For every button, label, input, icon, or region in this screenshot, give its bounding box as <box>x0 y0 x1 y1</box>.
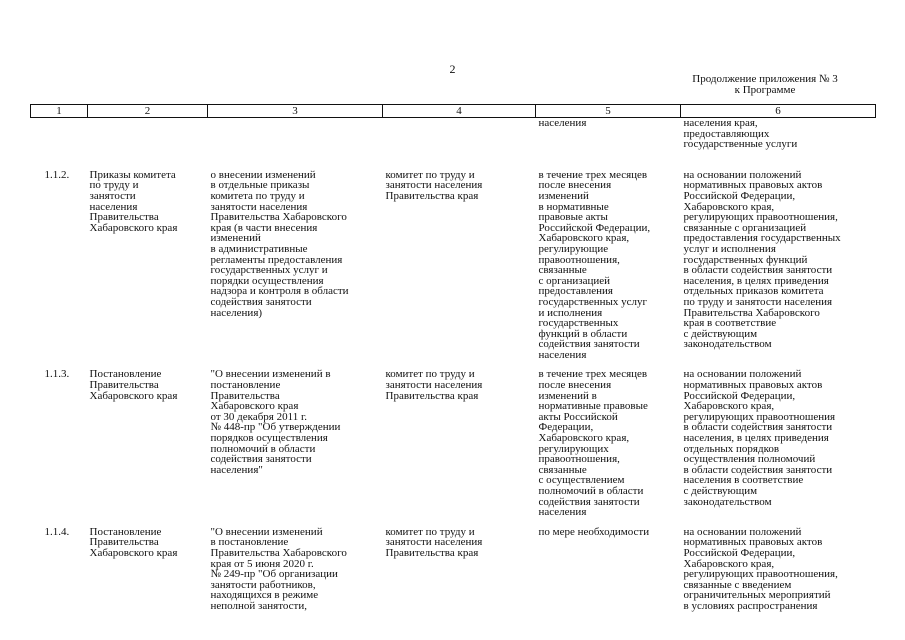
header-col-2: 2 <box>88 105 208 118</box>
page-number: 2 <box>449 62 456 76</box>
cell-num <box>31 118 88 150</box>
cell-deadline: по мере необходимости <box>538 525 650 538</box>
cell-deadline: в течение трех месяцев после внесения изменений в нормативные правовые акты Российской Федерации, Хабаровского края, регулирующие правоотношения, связанные с организацией предоставления государственных услуг и исполнения государственных функций в области содействия занятости населения <box>538 168 651 361</box>
header-col-3: 3 <box>208 105 383 118</box>
cell-rationale: на основании положений нормативных правовых актов Российской Федерации, Хабаровского края, регулирующих правоотношения в области содействия занятости населения, в целях приведения отдельных порядков осуществления полномочий в области содействия занятости населения в соответствие с действующим законодательством <box>683 368 836 508</box>
header-col-6: 6 <box>681 105 876 118</box>
cell-title <box>208 118 383 150</box>
cell-rationale: на основании положений нормативных правовых актов Российской Федерации, Хабаровского края, регулирующих правоотношения, связанные с введением ограничительных мероприятий в условиях распространения <box>683 525 838 612</box>
table-row <box>31 360 876 517</box>
cell-title: о внесении изменений в отдельные приказы комитета по труду и занятости населения Правительства Хабаровского края (в части внесения изменений в административные регламенты предоставления государственных услуг и порядки осуществления надзора и контроля в области содействия занятости населения) <box>210 168 349 319</box>
appendix-note-line-1: Продолжение приложения № 3 <box>692 73 838 85</box>
table-row <box>31 518 876 612</box>
cell-title: "О внесении изменений в постановление Правительства Хабаровского края от 30 декабря 2011 г. № 448-пр "Об утверждении порядков осуществления полномочий в области содействия занятости населения" <box>210 368 341 476</box>
cell-num: 1.1.2. <box>44 168 70 181</box>
appendix-note <box>660 74 870 95</box>
cell-num: 1.1.3. <box>44 368 70 381</box>
header-col-1: 1 <box>31 105 88 118</box>
cell-rationale: населения края, предоставляющих государственные услуги <box>683 117 798 151</box>
cell-rationale: на основании положений нормативных правовых актов Российской Федерации, Хабаровского края, регулирующих правоотношения, связанные с организацией предоставления государственных услуг и исполнения государственных функций в области содействия занятости населения, в целях приведения отдельных приказов комитета по труду и занятости населения Правительства Хабаровского края в соответствие с действующим законодательством <box>683 168 841 351</box>
continuation-row <box>31 118 876 150</box>
header-col-5: 5 <box>536 105 681 118</box>
cell-doc-type: Приказы комитета по труду и занятости населения Правительства Хабаровского края <box>89 168 178 234</box>
cell-title: "О внесении изменений в постановление Правительства Хабаровского края от 5 июня 2020 г. № 249-пр "Об организации занятости работников, находящихся в режиме неполной занятости, <box>210 525 347 612</box>
cell-responsible <box>383 118 536 150</box>
cell-responsible: комитет по труду и занятости населения Правительства края <box>385 525 483 559</box>
cell-doc-type <box>88 118 208 150</box>
cell-deadline: в течение трех месяцев после внесения изменений в нормативные правовые акты Российской Федерации, Хабаровского края, регулирующих правоотношения, связанные с осуществлением полномочий в области содействия занятости населения <box>538 368 648 519</box>
cell-num: 1.1.4. <box>44 525 70 538</box>
cell-responsible: комитет по труду и занятости населения Правительства края <box>385 168 483 202</box>
table-row <box>31 150 876 361</box>
cell-responsible: комитет по труду и занятости населения Правительства края <box>385 368 483 402</box>
appendix-note-line-2: к Программе <box>734 83 796 96</box>
cell-deadline: населения <box>538 117 587 129</box>
program-table <box>30 104 876 612</box>
cell-doc-type: Постановление Правительства Хабаровского края <box>89 368 178 402</box>
header-row <box>31 105 876 118</box>
cell-doc-type: Постановление Правительства Хабаровского края <box>89 525 178 559</box>
header-col-4: 4 <box>383 105 536 118</box>
